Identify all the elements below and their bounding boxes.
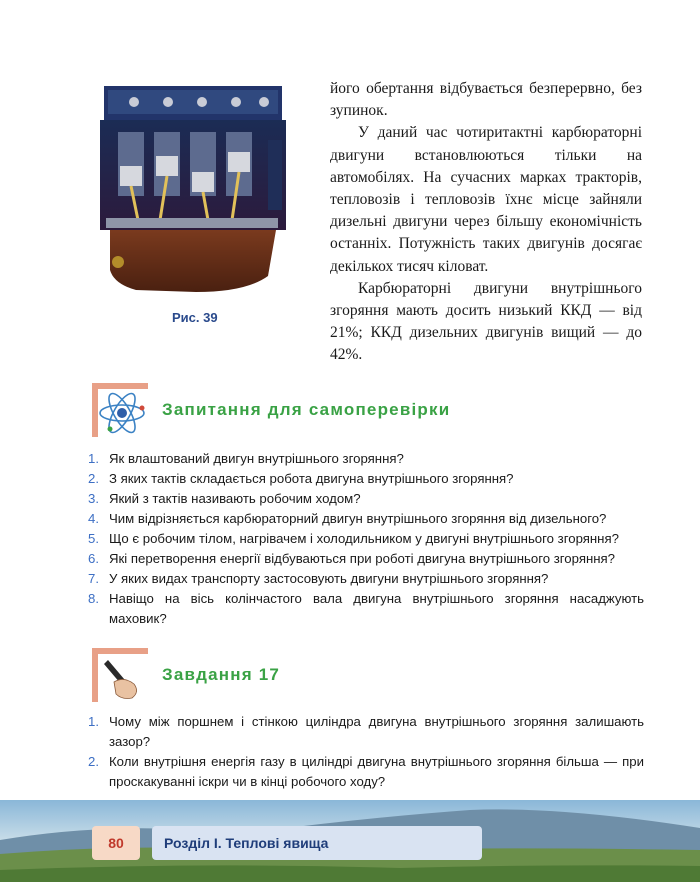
list-item	[88, 469, 644, 489]
item-number: 1.	[88, 714, 99, 729]
engine-cutaway-illustration	[96, 80, 288, 295]
paragraph: Карбюраторні двигуни внутрішнього згоряння мають досить низький ККД — від 21%; ККД дизельних двигунів вищий — до 42%.	[330, 279, 642, 364]
self-check-title: Запитання для самоперевірки	[162, 400, 451, 419]
item-text: Як влаштований двигун внутрішнього згоряння?	[109, 451, 404, 466]
item-number: 1.	[88, 451, 99, 466]
item-text: Що є робочим тілом, нагрівачем і холодильником у двигуні внутрішнього згоряння?	[109, 531, 619, 546]
chapter-title: Розділ І. Теплові явища	[152, 826, 482, 860]
task-items	[88, 712, 644, 792]
item-number: 5.	[88, 531, 99, 546]
item-number: 2.	[88, 471, 99, 486]
paragraph: У даний час чотиритактні карбюраторні двигуни встановлюються тільки на автомобілях. На сучасних марках тракторів, тепловозів і тепловозів їхнє місце зайняли дизельні двигуни через більшу економічність останніх. Потужність таких двигунів досягає декількох тисяч кіловат.	[330, 124, 642, 275]
list-item	[88, 752, 644, 792]
page-number: 80	[92, 826, 140, 860]
list-item	[88, 509, 644, 529]
item-text: У яких видах транспорту застосовують двигуни внутрішнього згоряння?	[109, 571, 549, 586]
item-text: Навіщо на вісь колінчастого вала двигуна внутрішнього згоряння насаджують маховик?	[109, 591, 644, 626]
item-number: 3.	[88, 491, 99, 506]
item-number: 8.	[88, 591, 99, 606]
item-text: Який з тактів називають робочим ходом?	[109, 491, 361, 506]
task-title: Завдання 17	[162, 665, 281, 684]
atom-icon	[90, 381, 150, 439]
body-text	[330, 78, 642, 367]
list-item	[88, 712, 644, 752]
item-number: 2.	[88, 754, 99, 769]
list-item	[88, 549, 644, 569]
list-item	[88, 449, 644, 469]
item-number: 4.	[88, 511, 99, 526]
list-item	[88, 589, 644, 629]
pen-hand-icon	[90, 646, 150, 704]
self-check-header	[90, 381, 450, 439]
item-number: 7.	[88, 571, 99, 586]
list-item	[88, 489, 644, 509]
item-text: Чим відрізняється карбюраторний двигун внутрішнього згоряння від дизельного?	[109, 511, 607, 526]
list-item	[88, 569, 644, 589]
self-check-questions	[88, 449, 644, 629]
paragraph: його обертання відбувається безперервно, без зупинок.	[330, 80, 642, 120]
engine-figure	[96, 80, 288, 295]
item-number: 6.	[88, 551, 99, 566]
list-item	[88, 529, 644, 549]
task-header	[90, 646, 280, 704]
item-text: Коли внутрішня енергія газу в циліндрі двигуна внутрішнього згоряння більша — при проскакуванні іскри чи в кінці робочого ходу?	[109, 754, 644, 789]
figure-caption: Рис. 39	[172, 310, 218, 325]
item-text: З яких тактів складається робота двигуна внутрішнього згоряння?	[109, 471, 514, 486]
item-text: Які перетворення енергії відбуваються при роботі двигуна внутрішнього згоряння?	[109, 551, 616, 566]
item-text: Чому між поршнем і стінкою циліндра двигуна внутрішнього згоряння залишають зазор?	[109, 714, 644, 749]
